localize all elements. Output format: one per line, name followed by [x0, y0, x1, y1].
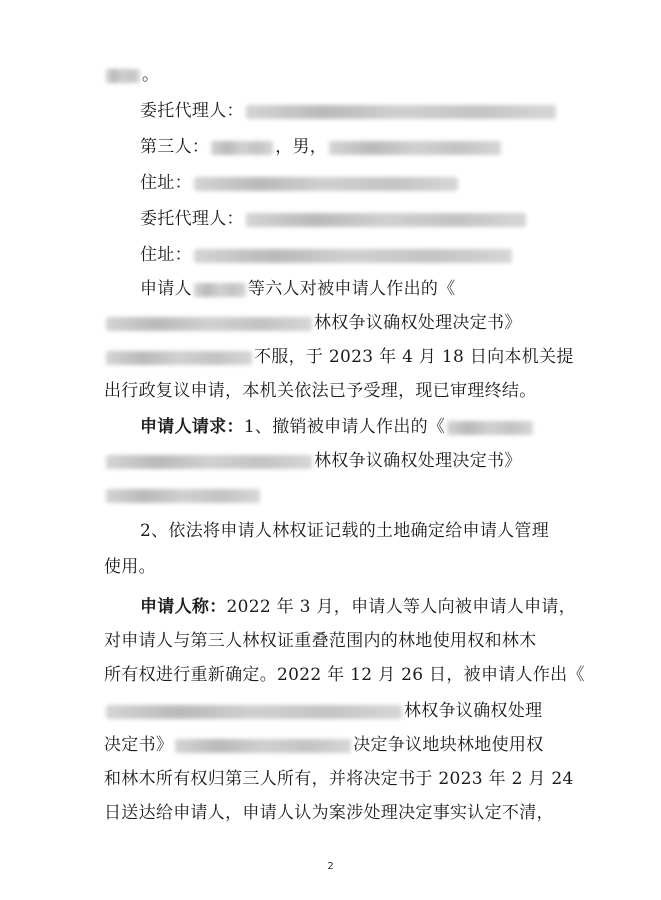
text-line — [104, 478, 564, 512]
text-line — [104, 444, 564, 478]
redacted-text — [175, 739, 351, 753]
redacted-text — [246, 213, 526, 227]
text-span: 出行政复议申请，本机关依法已予受理，现已审理终结。 — [104, 381, 537, 401]
text-line — [104, 340, 574, 374]
page-number: 2 — [327, 861, 334, 872]
text-line — [140, 166, 600, 200]
text-span: ，男， — [275, 137, 328, 157]
text-line — [140, 272, 600, 306]
text-line — [140, 514, 600, 548]
text-span: 林权争议确权处理决定书》 — [314, 313, 522, 333]
text-line — [104, 306, 564, 340]
text-span: 1、撤销被申请人作出的《 — [243, 417, 446, 437]
text-span: 所有权进行重新确定。2022 年 12 月 26 日，被申请人作出《 — [104, 665, 585, 685]
text-span: 2、依法将申请人林权证记载的土地确定给申请人管理 — [140, 521, 550, 541]
text-line — [140, 590, 600, 624]
text-line — [140, 410, 600, 444]
redacted-text — [211, 141, 273, 155]
redacted-text — [106, 317, 312, 331]
text-line — [104, 624, 564, 658]
text-span: 住址： — [140, 245, 192, 265]
text-span: 林权争议确权处理 — [404, 701, 543, 721]
text-span: 林权争议确权处理决定书》 — [314, 451, 522, 471]
text-span: 不服，于 2023 年 4 月 18 日向本机关提 — [254, 347, 574, 367]
text-line — [104, 762, 574, 796]
redacted-text — [106, 351, 252, 365]
text-line — [104, 658, 585, 692]
redacted-text — [194, 177, 458, 191]
redacted-text — [106, 489, 260, 503]
redacted-text — [447, 421, 533, 435]
text-span: 和林木所有权归第三人所有，并将决定书于 2023 年 2 月 24 — [104, 769, 574, 789]
redacted-text — [194, 249, 512, 263]
redacted-text — [329, 141, 501, 155]
text-span: 使用。 — [104, 557, 156, 577]
text-span: 决定书》 — [104, 735, 174, 755]
redacted-text — [106, 69, 140, 83]
text-span: 日送达给申请人，申请人认为案涉处理决定事实认定不清， — [104, 803, 554, 823]
section-heading: 申请人请求： — [140, 417, 244, 437]
text-span: 等六人对被申请人作出的《 — [247, 279, 456, 299]
text-line — [140, 94, 600, 128]
text-span: 。 — [142, 65, 160, 85]
text-line — [140, 238, 600, 272]
text-span: 对申请人与第三人林权证重叠范围内的林地使用权和林木 — [104, 631, 537, 651]
text-span: 委托代理人： — [140, 209, 244, 229]
redacted-text — [106, 455, 312, 469]
text-line — [104, 374, 564, 408]
redacted-text — [246, 105, 556, 119]
text-span: 住址： — [140, 173, 192, 193]
text-line — [104, 550, 564, 584]
text-span: 申请人 — [140, 279, 192, 299]
text-line — [104, 728, 564, 762]
text-line — [104, 796, 564, 830]
text-line — [104, 694, 564, 728]
text-line — [140, 202, 600, 236]
text-span: 决定争议地块林地使用权 — [353, 735, 544, 755]
redacted-text — [106, 705, 402, 719]
section-heading: 申请人称： — [140, 597, 227, 617]
text-line — [140, 130, 600, 164]
text-line — [104, 58, 564, 92]
text-span: 委托代理人： — [140, 101, 244, 121]
text-span: 第三人： — [140, 137, 210, 157]
text-span: 2022 年 3 月，申请人等人向被申请人申请， — [226, 597, 576, 617]
redacted-text — [194, 283, 246, 297]
